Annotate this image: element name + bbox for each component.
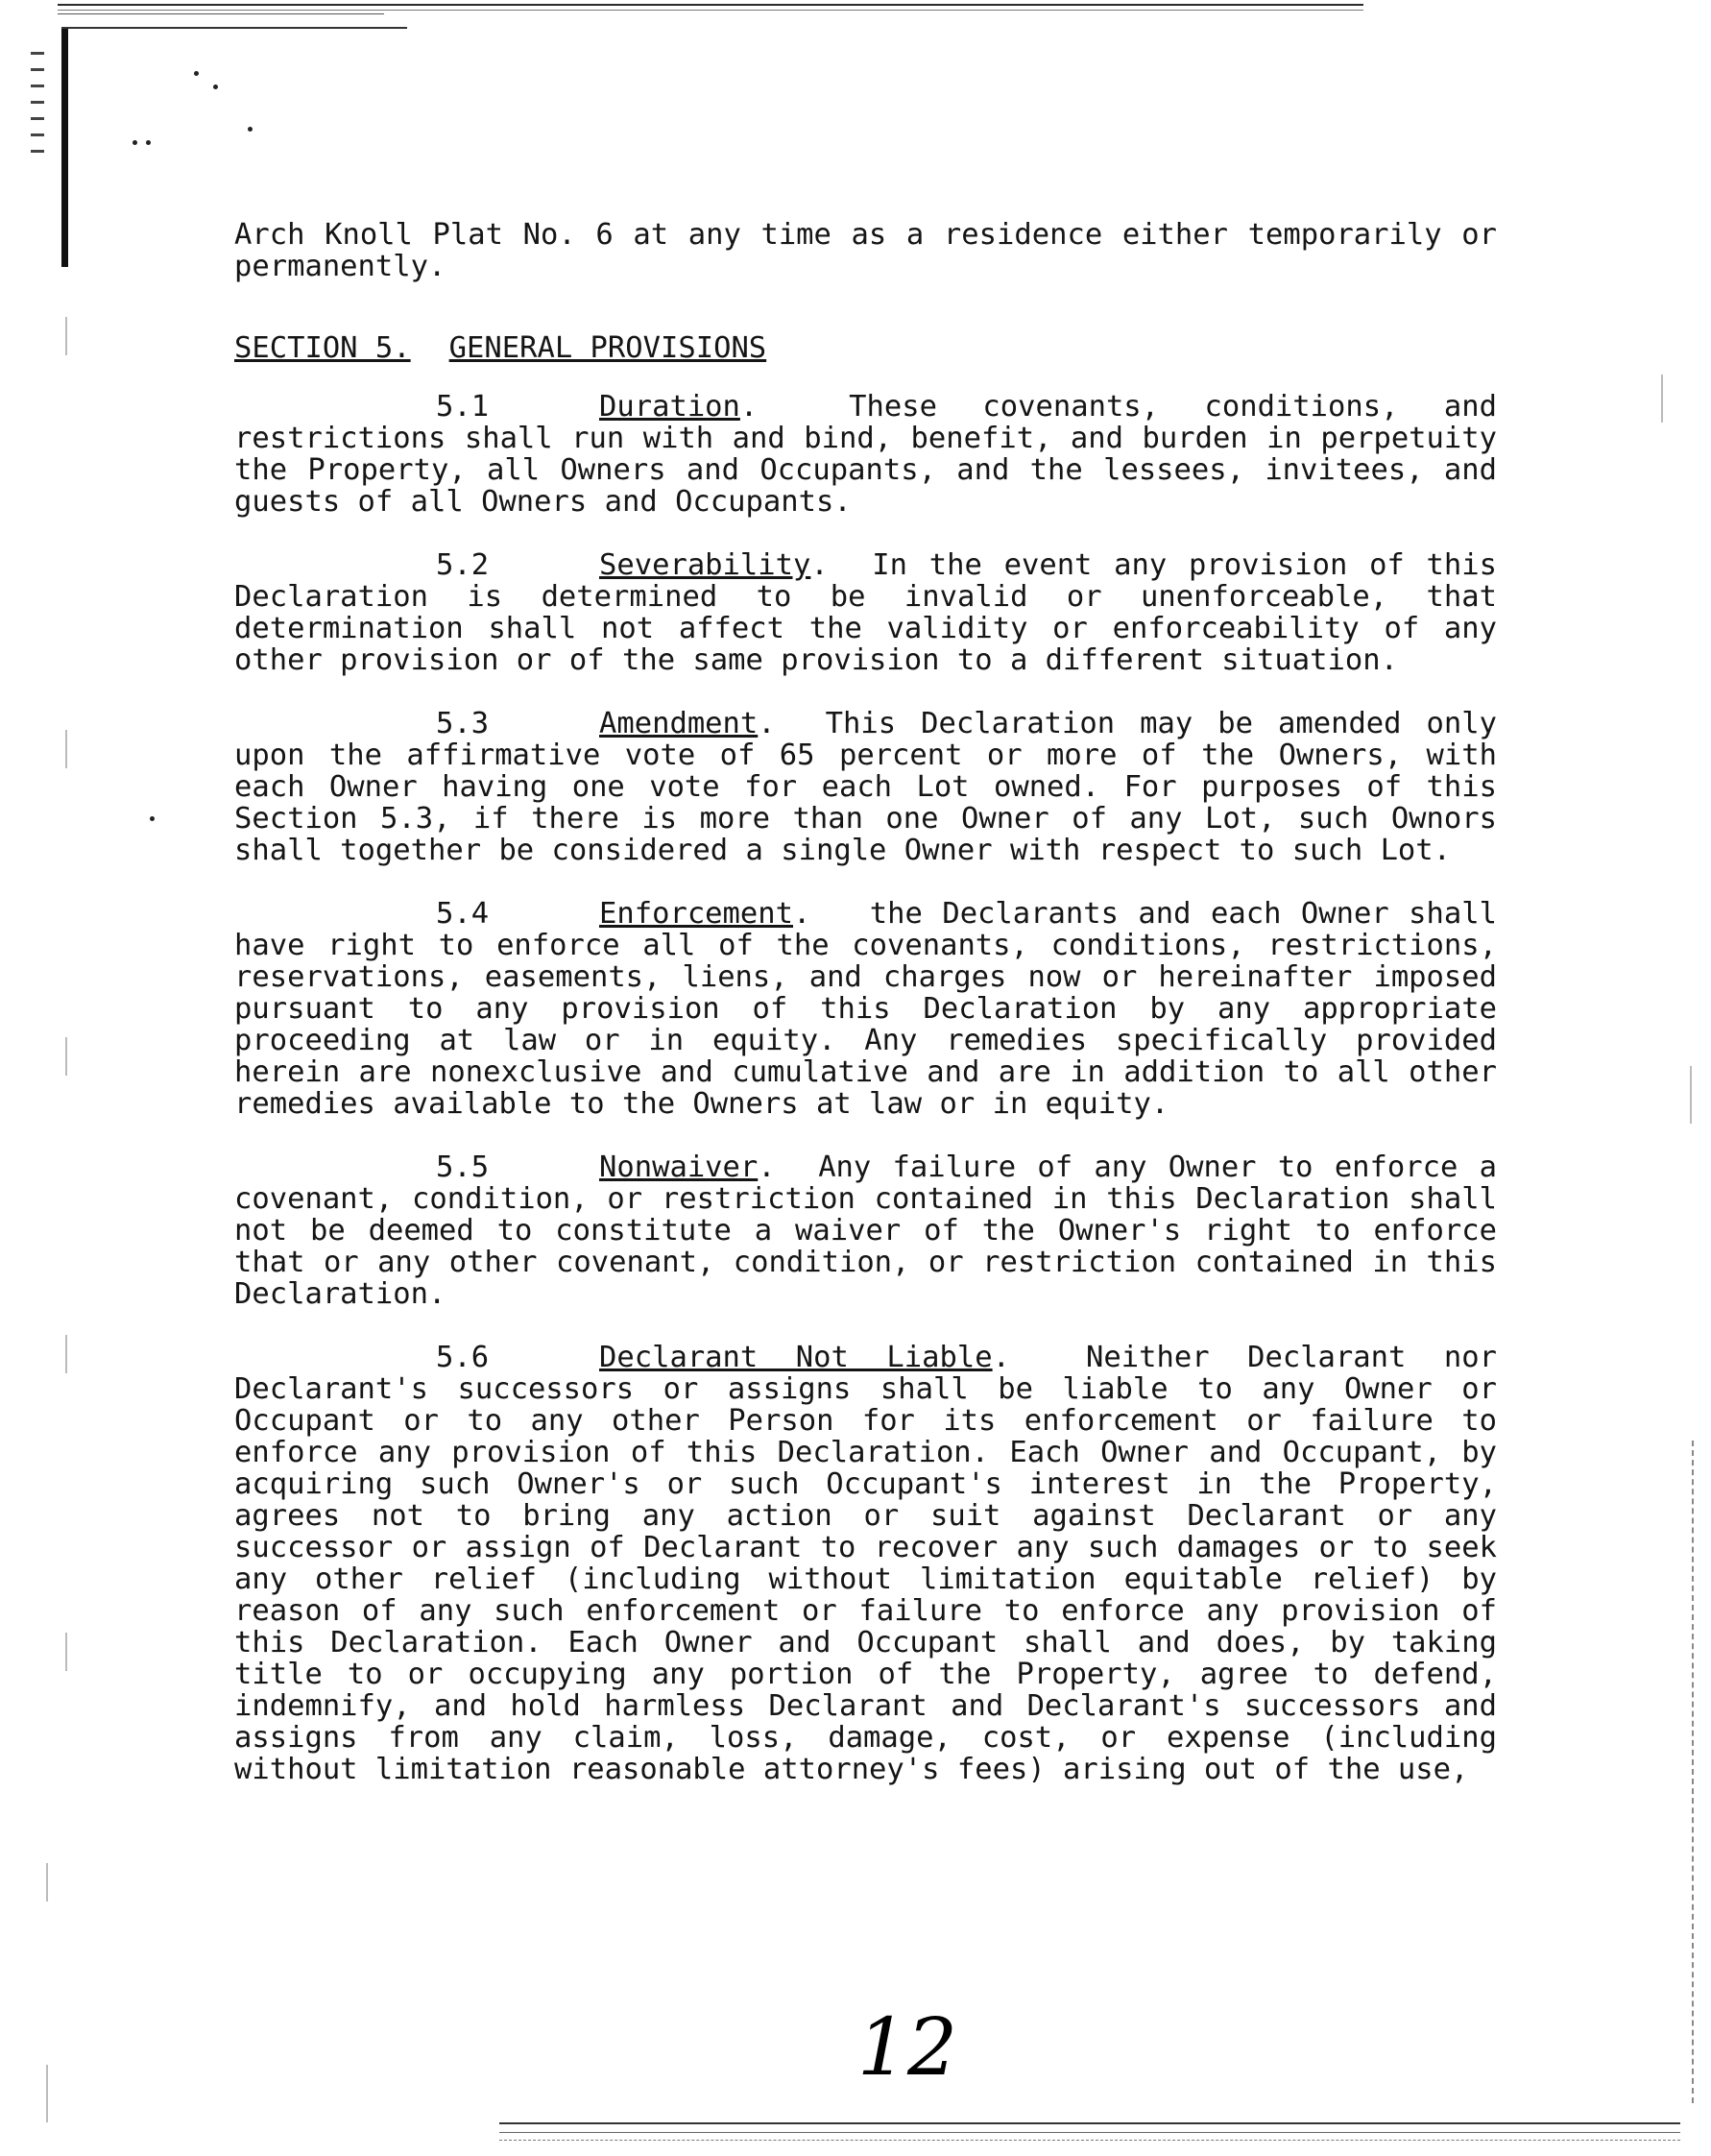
intro-paragraph: Arch Knoll Plat No. 6 at any time as a residence either temporarily or permanently. [234,218,1497,283]
clause-number: 5.1 [436,390,490,424]
left-corner-line [61,27,407,29]
scan-edge-bottom [499,2122,1680,2133]
scan-edge-mark [1690,1066,1692,1124]
clause-body: This Declaration may be amended only upon the affirmative vote of 65 percent or more of the Owners, with each Owner having one vote for each Lot owned. For purposes of this Section 5.3, if there is more than one Owner of any Lot, such Ownors shall together be considered a single Owner with respect to such Lot. [234,707,1497,867]
scan-edge-top [58,4,1363,11]
clause-body: the Declarants and each Owner shall have right to enforce all of the covenants, conditions, restrictions, reservations, easements, liens, and charges now or hereinafter imposed pursuant to any provision of this Declaration by any appropriate proceeding at law or in equity. Any remedies specifically provided herein are nonexclusive and cumulative and are in addition to all other remedies available to the Owners at law or in equity. [234,897,1497,1121]
speck [133,140,137,145]
speck [146,140,151,145]
clause-number: 5.4 [436,897,490,931]
speck [150,816,155,821]
clause-5-4: 5.4 Enforcement. the Declarants and each Owner shall have right to enforce all of the covenants, conditions, restrictions, reservations, easements, liens, and charges now or hereinafter imposed pursuant to any provision of this Declaration by any appropriate proceeding at law or in equity. Any remedies specifically provided herein are nonexclusive and cumulative and are in addition to all other remedies available to the Owners at law or in equity. [234,897,1497,1121]
section-title: GENERAL PROVISIONS [448,331,767,365]
right-edge-dashes [1692,1441,1696,2103]
clause-5-6: 5.6 Declarant Not Liable. Neither Declarant nor Declarant's successors or assigns shall be liable to any Owner or Occupant or to any other Person for its enforcement or failure to enforce any provision of this Declaration. Each Owner and Occupant, by acquiring such Owner's or such Occupant's interest in the Property, agrees not to bring any action or suit against Declarant or any successor or assign of Declarant to recover any such damages or to seek any other relief (including without limitation equitable relief) by reason of any such enforcement or failure to enforce any provision of this Declaration. Each Owner and Occupant shall and does, by taking title to or occupying any portion of the Property, agree to defend, indemnify, and hold harmless Declarant and Declarant's successors and assigns from any claim, loss, damage, cost, or expense (including without limitation reasonable attorney's fees) arising out of the use, [234,1341,1497,1786]
clause-body: In the event any provision of this Declaration is determined to be invalid or unenforceable, that determination shall not affect the validity or enforceability of any other provision or of the same provision to a different situation. [234,548,1498,677]
clause-body: These covenants, conditions, and restrictions shall run with and bind, benefit, and burden in perpetuity the Property, all Owners and Occupants, and the lessees, invitees, and guests of all Owners and Occupants. [234,390,1497,519]
clause-title: Nonwaiver [599,1151,759,1184]
section-heading [234,332,1497,364]
page-number: 12 [856,2002,958,2094]
clause-body: Any failure of any Owner to enforce a covenant, condition, or restriction contained in this Declaration shall not be deemed to constitute a waiver of the Owner's right to enforce that or any other covenant, condition, or restriction contained in this Declaration. [234,1151,1497,1311]
section-number: SECTION 5. [234,331,411,365]
margin-stamp-marks [23,38,61,250]
scan-edge-mark [65,730,67,768]
clause-title: Duration [599,390,740,424]
clause-number: 5.6 [436,1341,490,1374]
clause-5-5: 5.5 Nonwaiver. Any failure of any Owner to enforce a covenant, condition, or restriction contained in this Declaration shall not be deemed to constitute a waiver of the Owner's right to enforce that or any other covenant, condition, or restriction contained in this Declaration. [234,1151,1497,1311]
speck [248,127,253,132]
clause-number: 5.2 [436,548,490,582]
speck [194,71,199,76]
scan-edge-mark [65,1037,67,1076]
scan-edge-bottom-secondary [499,2140,1680,2141]
scan-edge-mark [65,1335,67,1373]
clause-number: 5.5 [436,1151,490,1184]
clause-5-2: 5.2 Severability. In the event any provision of this Declaration is determined to be invalid or unenforceable, that determination shall not affect the validity or enforceability of any other provision or of the same provision to a different situation. [234,548,1498,677]
scan-edge-mark [46,2065,48,2122]
clause-5-3: 5.3 Amendment. This Declaration may be amended only upon the affirmative vote of 65 percent or more of the Owners, with each Owner having one vote for each Lot owned. For purposes of this Section 5.3, if there is more than one Owner of any Lot, such Ownors shall together be considered a single Owner with respect to such Lot. [234,707,1497,867]
clause-title: Enforcement [599,897,793,931]
scan-edge-mark [65,317,67,355]
clause-5-1: 5.1 Duration. These covenants, conditions, and restrictions shall run with and bind, benefit, and burden in perpetuity the Property, all Owners and Occupants, and the lessees, invitees, and guests of all Owners and Occupants. [234,390,1497,519]
scan-edge-top-secondary [58,13,384,14]
scan-edge-mark [46,1863,48,1902]
clause-title: Declarant Not Liable [599,1341,993,1374]
document-body [234,219,1497,1817]
clause-body: Neither Declarant nor Declarant's successors or assigns shall be liable to any Owner or Occupant or to any other Person for its enforcement or failure to enforce any provision of this Declaration. Each Owner and Occupant, by acquiring such Owner's or such Occupant's interest in the Property, agrees not to bring any action or suit against Declarant or any successor or assign of Declarant to recover any such damages or to seek any other relief (including without limitation equitable relief) by reason of any such enforcement or failure to enforce any provision of this Declaration. Each Owner and Occupant shall and does, by taking title to or occupying any portion of the Property, agree to defend, indemnify, and hold harmless Declarant and Declarant's successors and assigns from any claim, loss, damage, cost, or expense (including without limitation reasonable attorney's fees) arising out of the use, [234,1341,1497,1786]
scan-edge-mark [65,1633,67,1671]
clause-title: Severability [599,548,811,582]
clause-number: 5.3 [436,707,490,740]
scan-edge-mark [1661,375,1663,423]
clause-title: Amendment [599,707,759,740]
left-margin-bar [61,29,68,267]
speck [213,85,218,89]
